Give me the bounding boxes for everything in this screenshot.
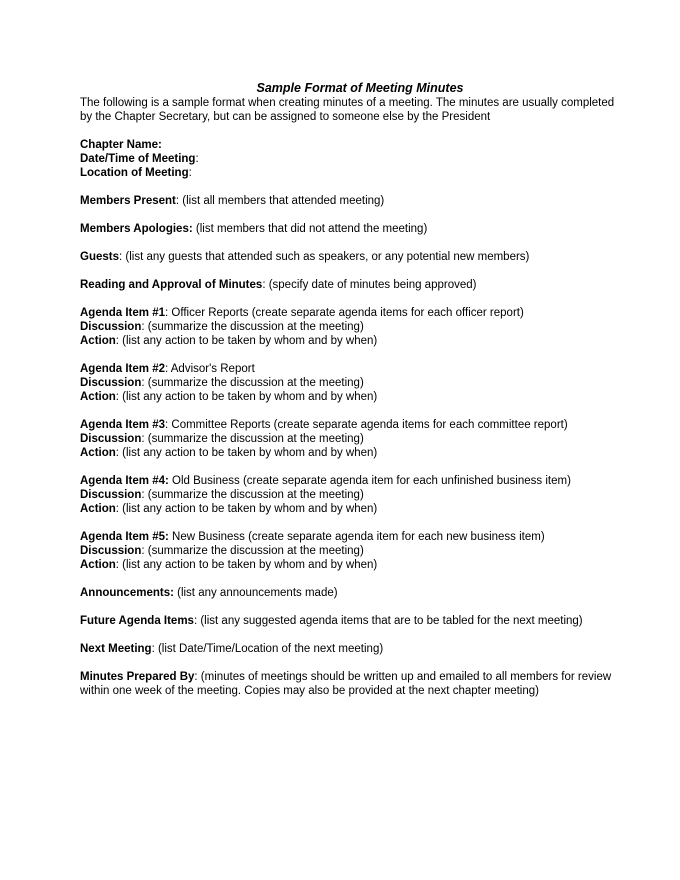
action-line — [80, 390, 620, 404]
action-text: : (list any action to be taken by whom and by when) — [115, 335, 378, 347]
future-agenda-section — [80, 614, 620, 628]
discussion-text: : (summarize the discussion at the meeting) — [141, 489, 364, 501]
document-title: Sample Format of Meeting Minutes — [256, 81, 464, 95]
members-present-section — [80, 194, 620, 208]
agenda-item-heading — [80, 530, 620, 544]
future-agenda-text: : (list any suggested agenda items that are to be tabled for the next meeting) — [193, 615, 583, 627]
agenda-item-heading — [80, 474, 620, 488]
document-page — [80, 80, 620, 712]
discussion-line — [80, 432, 620, 446]
agenda-item-text: : Officer Reports (create separate agenda items for each officer report) — [165, 307, 524, 319]
members-present-label: Members Present — [80, 195, 176, 207]
agenda-item-label: Agenda Item #5: — [80, 531, 169, 543]
action-line — [80, 502, 620, 516]
next-meeting-label: Next Meeting — [80, 643, 152, 655]
reading-approval-text: : (specify date of minutes being approved) — [262, 279, 477, 291]
date-time-text: : — [195, 153, 199, 165]
agenda-item-5 — [80, 530, 620, 572]
discussion-text: : (summarize the discussion at the meeting) — [141, 545, 364, 557]
announcements-text: (list any announcements made) — [173, 587, 338, 599]
agenda-item-heading — [80, 306, 620, 320]
action-line — [80, 334, 620, 348]
agenda-item-1 — [80, 306, 620, 348]
guests-text: : (list any guests that attended such as speakers, or any potential new members) — [119, 251, 530, 263]
date-time-field — [80, 152, 620, 166]
agenda-item-text: Old Business (create separate agenda item for each unfinished business item) — [168, 475, 571, 487]
action-line — [80, 558, 620, 572]
location-label: Location of Meeting — [80, 167, 189, 179]
reading-approval-label: Reading and Approval of Minutes — [80, 279, 263, 291]
minutes-prepared-text: : (minutes of meetings should be written up and emailed to all members for review within one week of the meeting. Copies may also be provided at the next chapter meeting) — [80, 671, 612, 697]
chapter-name-field — [80, 138, 620, 152]
agenda-item-3 — [80, 418, 620, 460]
discussion-line — [80, 320, 620, 334]
location-field — [80, 166, 620, 180]
agenda-item-heading — [80, 418, 620, 432]
intro-paragraph: The following is a sample format when creating minutes of a meeting. The minutes are usually completed by the Chapter Secretary, but can be assigned to someone else by the President — [80, 97, 615, 123]
agenda-item-label: Agenda Item #4: — [80, 475, 169, 487]
members-present-text: : (list all members that attended meeting) — [175, 195, 385, 207]
action-text: : (list any action to be taken by whom and by when) — [115, 447, 378, 459]
members-apologies-label: Members Apologies: — [80, 223, 193, 235]
discussion-text: : (summarize the discussion at the meeting) — [141, 377, 364, 389]
next-meeting-text: : (list Date/Time/Location of the next meeting) — [151, 643, 384, 655]
discussion-label: Discussion — [80, 545, 142, 557]
reading-approval-section — [80, 278, 620, 292]
next-meeting-section — [80, 642, 620, 656]
action-label: Action — [80, 447, 116, 459]
discussion-text: : (summarize the discussion at the meeting) — [141, 321, 364, 333]
discussion-text: : (summarize the discussion at the meeting) — [141, 433, 364, 445]
agenda-item-2 — [80, 362, 620, 404]
members-apologies-text: (list members that did not attend the meeting) — [192, 223, 428, 235]
action-label: Action — [80, 335, 116, 347]
discussion-line — [80, 544, 620, 558]
discussion-label: Discussion — [80, 489, 142, 501]
chapter-name-label: Chapter Name: — [80, 139, 162, 151]
discussion-label: Discussion — [80, 433, 142, 445]
agenda-item-label: Agenda Item #2 — [80, 363, 165, 375]
minutes-prepared-label: Minutes Prepared By — [80, 671, 195, 683]
action-text: : (list any action to be taken by whom and by when) — [115, 559, 378, 571]
agenda-item-text: New Business (create separate agenda item for each new business item) — [168, 531, 545, 543]
guests-section — [80, 250, 620, 264]
announcements-label: Announcements: — [80, 587, 174, 599]
header-fields — [80, 138, 620, 180]
agenda-item-label: Agenda Item #3 — [80, 419, 165, 431]
action-label: Action — [80, 391, 116, 403]
discussion-line — [80, 376, 620, 390]
agenda-item-heading — [80, 362, 620, 376]
action-text: : (list any action to be taken by whom and by when) — [115, 503, 378, 515]
discussion-label: Discussion — [80, 377, 142, 389]
action-label: Action — [80, 503, 116, 515]
members-apologies-section — [80, 222, 620, 236]
discussion-label: Discussion — [80, 321, 142, 333]
announcements-section — [80, 586, 620, 600]
discussion-line — [80, 488, 620, 502]
agenda-item-label: Agenda Item #1 — [80, 307, 165, 319]
date-time-label: Date/Time of Meeting — [80, 153, 196, 165]
location-text: : — [188, 167, 192, 179]
action-text: : (list any action to be taken by whom and by when) — [115, 391, 378, 403]
action-line — [80, 446, 620, 460]
future-agenda-label: Future Agenda Items — [80, 615, 194, 627]
agenda-item-4 — [80, 474, 620, 516]
guests-label: Guests — [80, 251, 119, 263]
action-label: Action — [80, 559, 116, 571]
minutes-prepared-section — [80, 670, 620, 698]
agenda-item-text: : Committee Reports (create separate agenda items for each committee report) — [165, 419, 568, 431]
agenda-item-text: : Advisor's Report — [165, 363, 255, 375]
